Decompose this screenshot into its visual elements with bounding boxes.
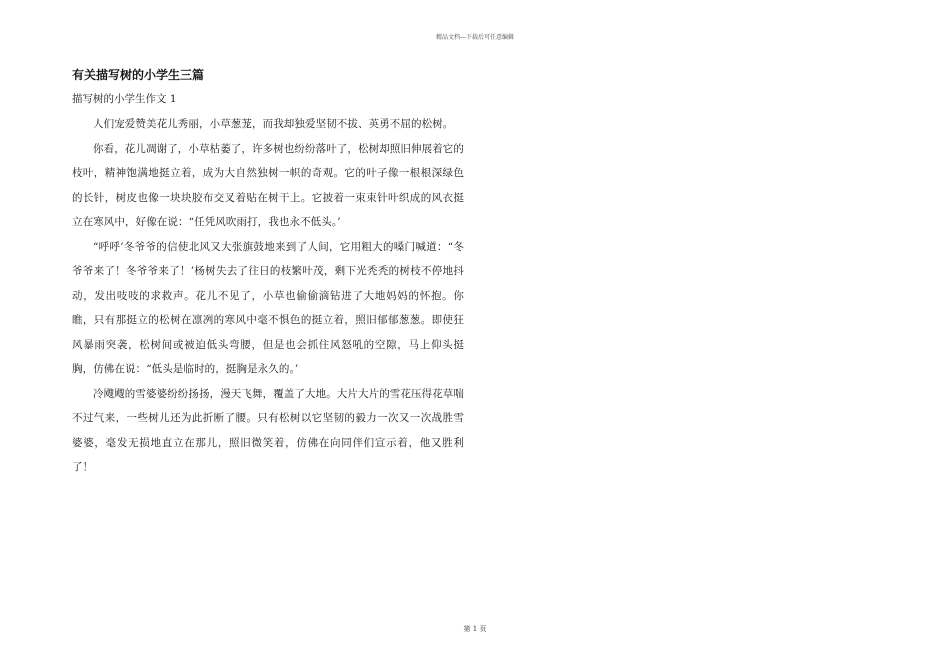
paragraph-4: 冷飕飕的雪婆婆纷纷扬扬，漫天飞舞，覆盖了大地。大片大片的雪花压得花草喘不过气来，一些树儿还为此折断了腰。只有松树以它坚韧的毅力一次又一次战胜雪婆婆，毫发无损地直立在那儿，照旧微笑着，仿佛在向同伴们宣示着，他又胜利了！ <box>72 387 464 473</box>
document-body <box>72 64 464 480</box>
essay-subtitle: 描写树的小学生作文 1 <box>72 93 177 105</box>
page-header: 精品文档---下载后可任意编辑 <box>435 34 515 41</box>
paragraph-3: “呼呼’冬爷爷的信使北风又大张旗鼓地来到了人间，它用粗大的嗓门喊道：“冬爷爷来了！冬爷爷来了！’杨树失去了往日的枝繁叶茂，剩下光秃秃的树枝不停地抖动，发出吱吱的求救声。花儿不见了，小草也偷偷滴钻进了大地妈妈的怀抱。你瞧，只有那挺立的松树在凛冽的寒风中毫不惧色的挺立着，照旧郁郁葱葱。即使狂风暴雨突袭，松树间或被迫低头弯腰，但是也会抓住风怒吼的空隙，马上仰头挺胸，仿佛在说：“低头是临时的，挺胸是永久的。’ <box>72 240 464 375</box>
document-title: 有关描写树的小学生三篇 <box>72 68 205 82</box>
paragraph-1: 人们宠爱赞美花儿秀丽，小草葱茏，而我却独爱坚韧不拔、英勇不屈的松树。 <box>93 118 454 130</box>
page-number: 第 1 页 <box>463 625 487 633</box>
paragraph-2: 你看，花儿凋谢了，小草枯萎了，许多树也纷纷落叶了，松树却照旧伸展着它的枝叶，精神饱满地挺立着，成为大自然独树一帜的奇观。它的叶子像一根根深绿色的长针，树皮也像一块块胶布交叉着贴在树干上。它披着一束束针叶织成的风衣挺立在寒风中，好像在说：“任凭风吹雨打，我也永不低头。’ <box>72 142 464 228</box>
